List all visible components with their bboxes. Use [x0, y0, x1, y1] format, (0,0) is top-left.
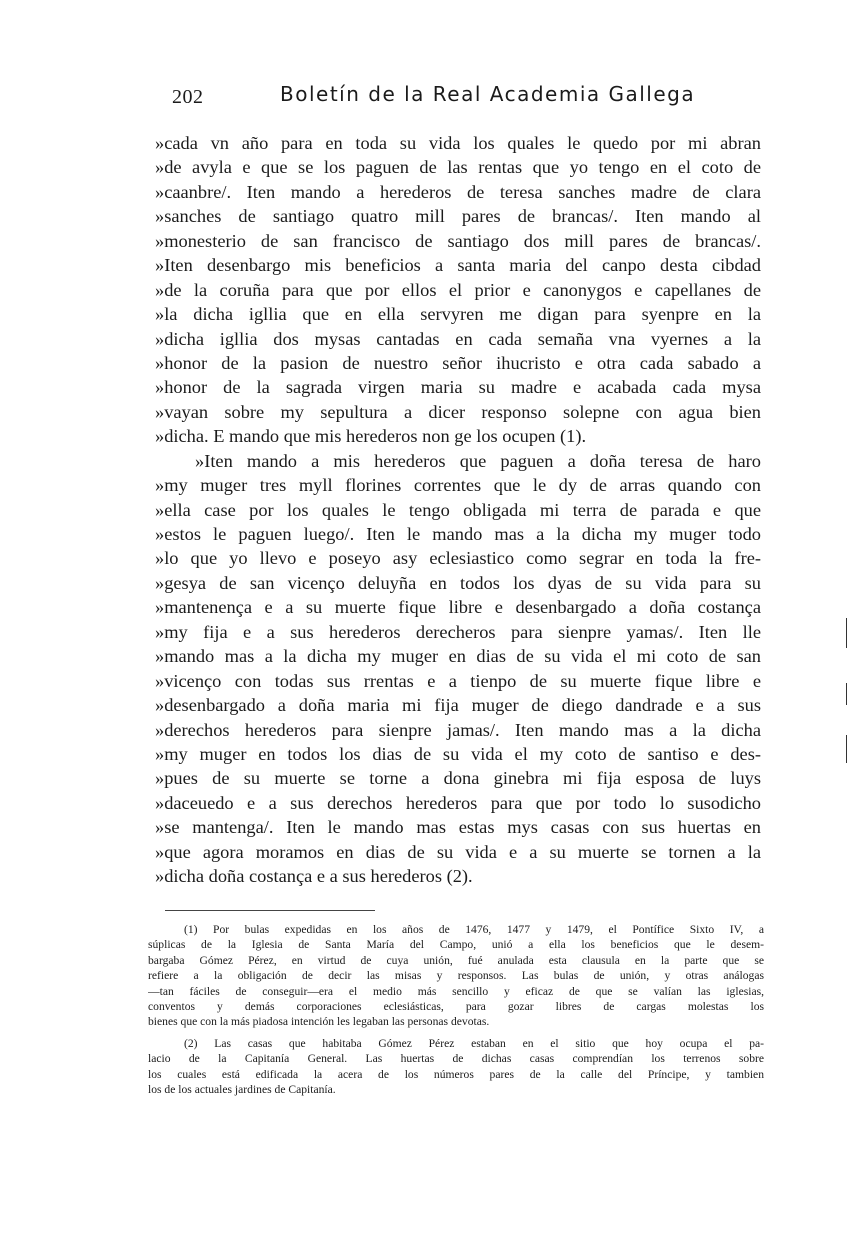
body-line: »pues de su muerte se torne a dona ginebra mi fija esposa de luys	[155, 768, 761, 789]
footnote-line: los cuales está edificada la acera de los números pares de la calle del Príncipe, y tambien	[148, 1067, 764, 1081]
body-line: »cada vn año para en toda su vida los quales le quedo por mi abran	[155, 133, 761, 153]
body-line: »Iten mando a mis herederos que paguen a doña teresa de haro	[195, 450, 761, 471]
body-line: »desenbargado a doña maria mi fija muger de diego dandrade e a sus	[155, 695, 761, 716]
footnote-line: —tan fáciles de conseguir—era el medio más sencillo y eficaz de que se valían las iglesias,	[148, 984, 764, 998]
body-line: »mando mas a la dicha my muger en dias de su vida el mi coto de san	[155, 646, 761, 667]
body-line: »de avyla e que se los paguen de las rentas que yo tengo en el coto de	[155, 157, 761, 178]
body-line: »lo que yo llevo e poseyo asy eclesiastico como segrar en toda la fre-	[155, 548, 761, 569]
body-line: »gesya de san vicenço deluyña en todos los dyas de su vida para su	[155, 572, 761, 593]
body-line: »my fija e a sus herederos derecheros para sienpre yamas/. Iten lle	[155, 621, 761, 642]
body-line: »la dicha igllia que en ella servyren me digan para syenpre en la	[155, 304, 761, 325]
footnote-line: los de los actuales jardines de Capitanía.	[148, 1082, 336, 1096]
body-line: »daceuedo e a sus derechos herederos para que por todo lo susodicho	[155, 792, 761, 813]
body-line: »my muger en todos los dias de su vida el my coto de santiso e des-	[155, 743, 761, 764]
body-line: »my muger tres myll florines correntes que le dy de arras quando con	[155, 475, 761, 496]
margin-mark	[846, 683, 847, 705]
body-line: »dicha igllia dos mysas cantadas en cada semaña vna vyernes a la	[155, 328, 761, 349]
body-line: »honor de la pasion de nuestro señor ihucristo e otra cada sabado a	[155, 352, 761, 373]
running-title: Boletín de la Real Academia Gallega	[280, 82, 696, 106]
footnote-line: lacio de la Capitanía General. Las huertas de dichas casas comprendían los terrenos sobre	[148, 1052, 764, 1066]
footnote-line: conventos y demás corporaciones eclesiásticas, para gozar libres de cargas molestas los	[148, 999, 764, 1013]
page-header	[150, 80, 770, 120]
body-line: »caanbre/. Iten mando a herederos de teresa sanches madre de clara	[155, 181, 761, 202]
footnotes	[148, 922, 764, 1097]
footnote-line: (2) Las casas que habitaba Gómez Pérez estaban en el sitio que hoy ocupa el pa-	[184, 1036, 764, 1050]
body-line: »Iten desenbargo mis beneficios a santa maria del canpo desta cibdad	[155, 255, 761, 276]
body-line: »sanches de santiago quatro mill pares de brancas/. Iten mando al	[155, 206, 761, 227]
margin-mark	[846, 735, 847, 763]
body-line: »honor de la sagrada virgen maria su madre e acabada cada mysa	[155, 377, 761, 398]
margin-mark	[846, 618, 847, 648]
body-line: »vicenço con todas sus rrentas e a tienpo de su muerte fique libre e	[155, 670, 761, 691]
body-line: »monesterio de san francisco de santiago dos mill pares de brancas/.	[155, 230, 761, 251]
body-line: »de la coruña para que por ellos el prior e canonygos e capellanes de	[155, 279, 761, 300]
page-number: 202	[172, 86, 204, 108]
body-line: »que agora moramos en dias de su vida e a su muerte se tornen a la	[155, 841, 761, 862]
footnote-line: bargaba Gómez Pérez, en virtud de cuya unión, fué anulada esta clausula en la parte que se	[148, 953, 764, 967]
body-line: »estos le paguen luego/. Iten le mando mas a la dicha my muger todo	[155, 524, 761, 544]
footnote-rule	[165, 910, 375, 911]
footnote-line: bienes que con la más piadosa intención les legaban las personas devotas.	[148, 1015, 490, 1029]
body-line: »ella case por los quales le tengo obligada mi terra de parada e que	[155, 499, 761, 520]
body-line: »vayan sobre my sepultura a dicer responso solepne con agua bien	[155, 401, 761, 422]
body-line: »mantenença e a su muerte fique libre e desenbargado a doña costança	[155, 597, 761, 618]
body-line: »derechos herederos para sienpre jamas/. Iten mando mas a la dicha	[155, 719, 761, 740]
footnote-line: súplicas de la Iglesia de Santa María del Campo, unió a ella los beneficios que le desem-	[148, 938, 764, 952]
body-line: »se mantenga/. Iten le mando mas estas mys casas con sus huertas en	[155, 817, 761, 838]
footnote-line: (1) Por bulas expedidas en los años de 1476, 1477 y 1479, el Pontífice Sixto IV, a	[184, 923, 764, 936]
body-line: »dicha doña costança e a sus herederos (2).	[155, 866, 473, 887]
footnote-line: refiere a la obligación de decir las misas y responsos. Las bulas de unión, y otras análogas	[148, 969, 764, 983]
body-text	[155, 131, 761, 889]
body-line: »dicha. E mando que mis herederos non ge los ocupen (1).	[155, 426, 587, 447]
